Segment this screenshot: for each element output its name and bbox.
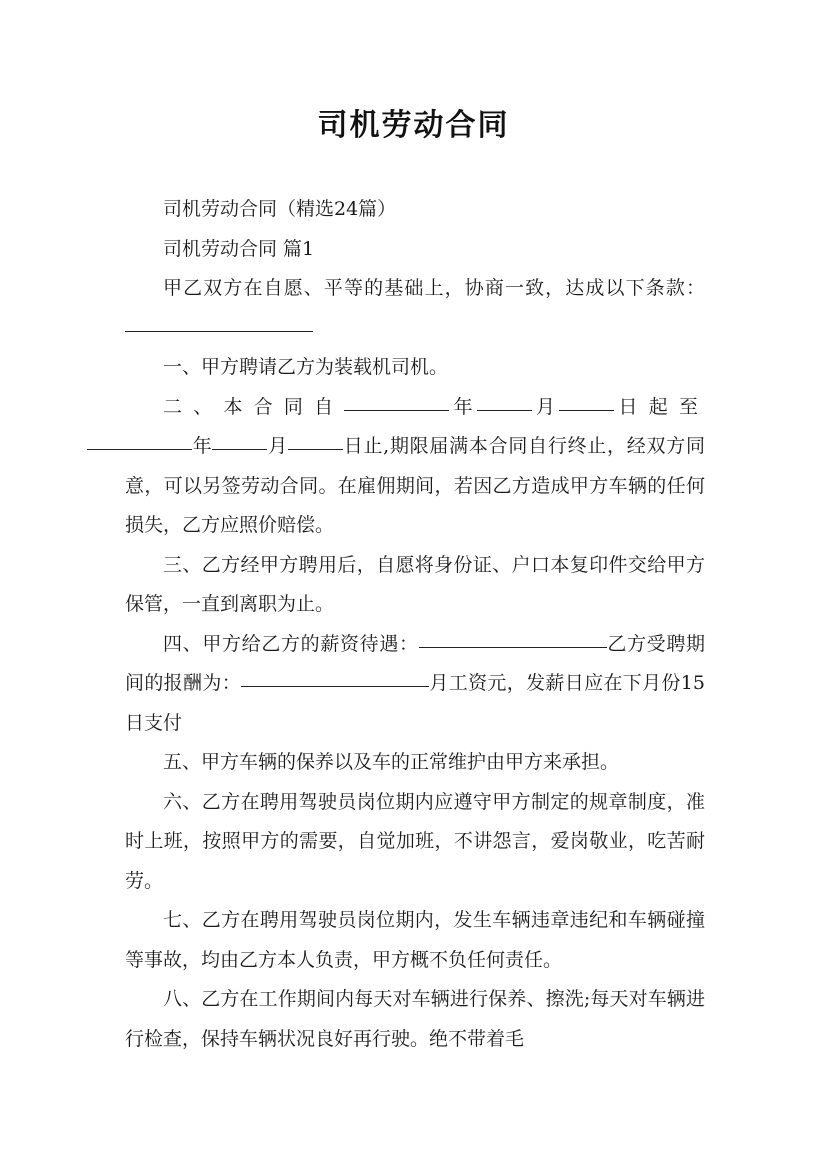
blank-end-year[interactable]	[87, 428, 192, 450]
clause-5	[125, 743, 705, 783]
blank-salary-treatment[interactable]	[419, 626, 607, 648]
clause-2-month-2: 月	[267, 435, 288, 457]
blank-line-terms[interactable]	[125, 310, 313, 332]
blank-start-year[interactable]	[344, 389, 449, 411]
subtitle-text: 司机劳动合同（精选24篇）	[163, 198, 397, 220]
clause-2-day-1: 日起至	[614, 395, 705, 418]
blank-end-month[interactable]	[212, 428, 267, 450]
intro-paragraph	[125, 269, 705, 348]
clause-7	[125, 901, 705, 980]
blank-start-month[interactable]	[477, 389, 532, 411]
subtitle-paragraph	[125, 190, 705, 230]
clause-3-text: 三、乙方经甲方聘用后，自愿将身份证、户口本复印件交给甲方保管，一直到离职为止。	[125, 553, 705, 615]
clause-2-lead-text: 二、本合同自	[163, 395, 345, 418]
part-heading-text: 司机劳动合同 篇1	[163, 237, 315, 260]
part-heading	[125, 230, 705, 270]
clause-2-month-1: 月	[531, 395, 560, 418]
clause-1	[125, 348, 705, 388]
blank-end-day[interactable]	[288, 428, 343, 450]
clause-8	[125, 980, 705, 1059]
clause-4-mid-text: 乙方受聘期间的报酬为：	[125, 632, 705, 694]
clause-1-text: 一、甲方聘请乙方为装载机司机。	[163, 356, 449, 378]
clause-3	[125, 546, 705, 625]
clause-5-text: 五、甲方车辆的保养以及车的正常维护由甲方来承担。	[163, 751, 620, 773]
blank-remuneration[interactable]	[241, 665, 429, 687]
blank-start-day[interactable]	[559, 389, 614, 411]
clause-2-year-2: 年	[192, 435, 213, 457]
clause-2-year-1: 年	[449, 395, 477, 418]
clause-8-text: 八、乙方在工作期间内每天对车辆进行保养、擦洗;每天对车辆进行检查，保持车辆状况良好再行驶。绝不带着毛	[125, 988, 705, 1050]
clause-6	[125, 783, 705, 902]
document-title: 司机劳动合同	[317, 108, 510, 143]
clause-2	[125, 388, 705, 546]
clause-4-tail-text: 月工资元，发薪日应在下月份15日支付	[125, 672, 705, 734]
clause-6-text: 六、乙方在聘用驾驶员岗位期内应遵守甲方制定的规章制度，准时上班，按照甲方的需要，自觉加班，不讲怨言，爱岗敬业，吃苦耐劳。	[125, 790, 705, 892]
intro-text: 甲乙双方在自愿、平等的基础上，协商一致，达成以下条款：	[163, 277, 705, 299]
clause-4	[125, 625, 705, 744]
document-body	[125, 190, 705, 1059]
clause-7-text: 七、乙方在聘用驾驶员岗位期内，发生车辆违章违纪和车辆碰撞等事故，均由乙方本人负责，甲方概不负任何责任。	[125, 909, 705, 971]
clause-4-lead-text: 四、甲方给乙方的薪资待遇：	[163, 632, 419, 655]
clause-2-rest-text: 日止,期限届满本合同自行终止，经双方同意，可以另签劳动合同。在雇佣期间，若因乙方造成甲方车辆的任何损失，乙方应照价赔偿。	[125, 435, 705, 536]
